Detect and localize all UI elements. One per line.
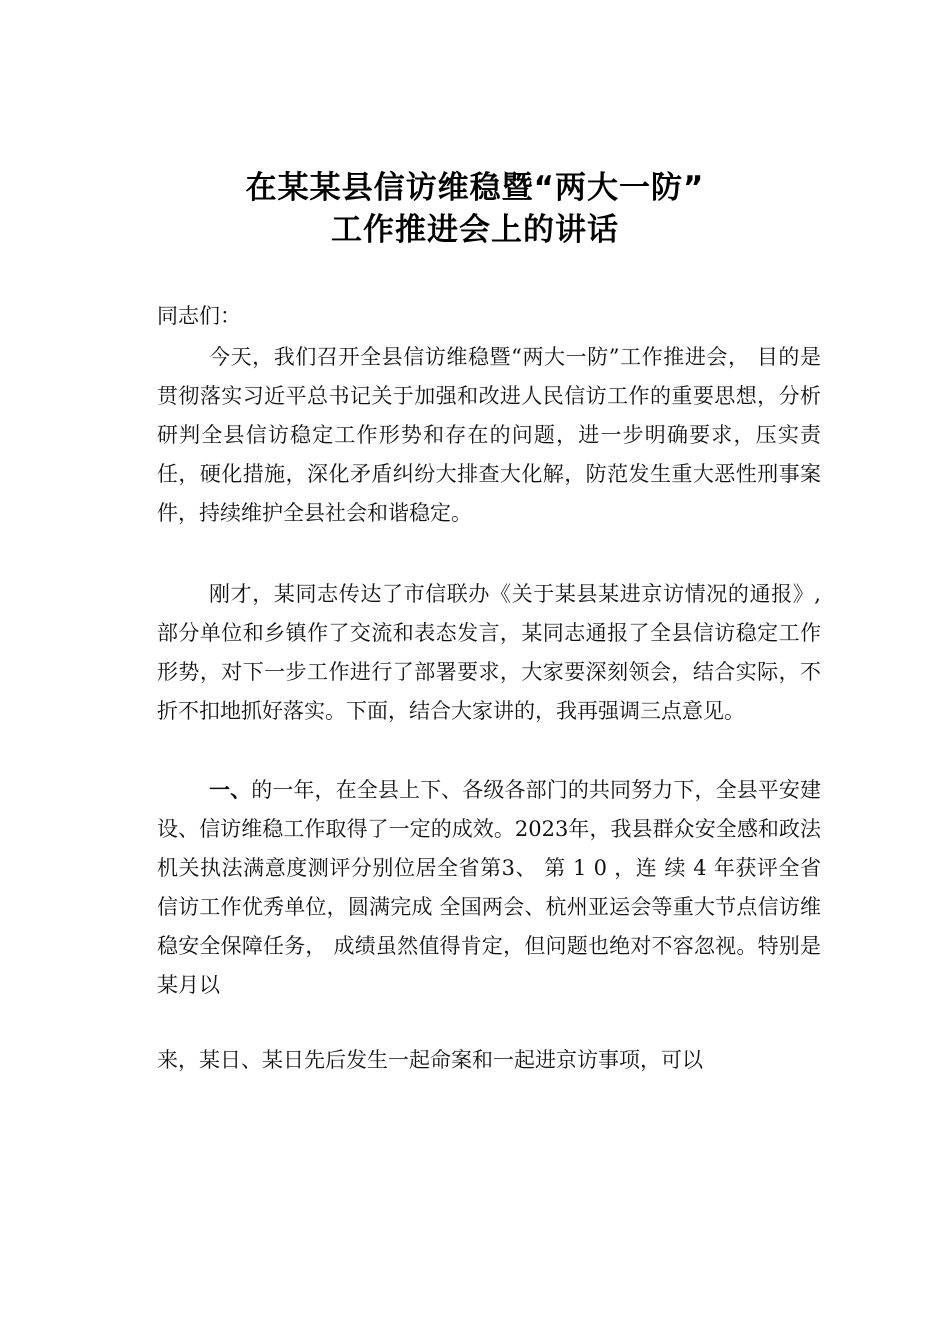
paragraph-1: 今天，我们召开全县信访维稳暨“两大一防”工作推进会， 目的是贯彻落实习近平总书记关于加强和改进人民信访工作的重要思想，分析研判全县信访稳定工作形势和存在的问题，进一步明确要求，压实责任，硬化措施，深化矛盾纠纷大排查大化解，防范发生重大恶性刑事案件，持续维护全县社会和谐稳定。 — [157, 345, 821, 525]
paragraph-3-body: 的一年，在全县上下、各级各部门的共同努力下，全县平安建设、信访维稳工作取得了一定的成效。2023年，我县群众安全感和政法机关执法满意度测评分别位居全省第3、 第 1 0 ，连 续 4 年获评全省信访工作优秀单位，圆满完成 全国两会、杭州亚运会等重大节点信访维稳安全保障任务， 成绩虽然值得肯定，但问题也绝对不容忽视。特别是某月以 — [157, 778, 822, 997]
paragraph-3 — [157, 770, 821, 1005]
document-title-line-2: 工作推进会上的讲话 — [331, 212, 619, 248]
paragraph-2: 刚才，某同志传达了市信联办《关于某县某进京访情况的通报》,部分单位和乡镇作了交流和表态发言，某同志通报了全县信访稳定工作形势，对下一步工作进行了部署要求，大家要深刻领会，结合实际，不折不扣地抓好落实。下面，结合大家讲的，我再强调三点意见。 — [157, 582, 821, 723]
salutation: 同志们： — [157, 304, 241, 328]
paragraph-3-continuation: 来，某日、某日先后发生一起命案和一起进京访事项，可以 — [157, 1048, 703, 1072]
section-number-one: 一、 — [209, 777, 252, 802]
document-title-line-1: 在某某县信访维稳暨“两大一防” — [245, 170, 705, 206]
